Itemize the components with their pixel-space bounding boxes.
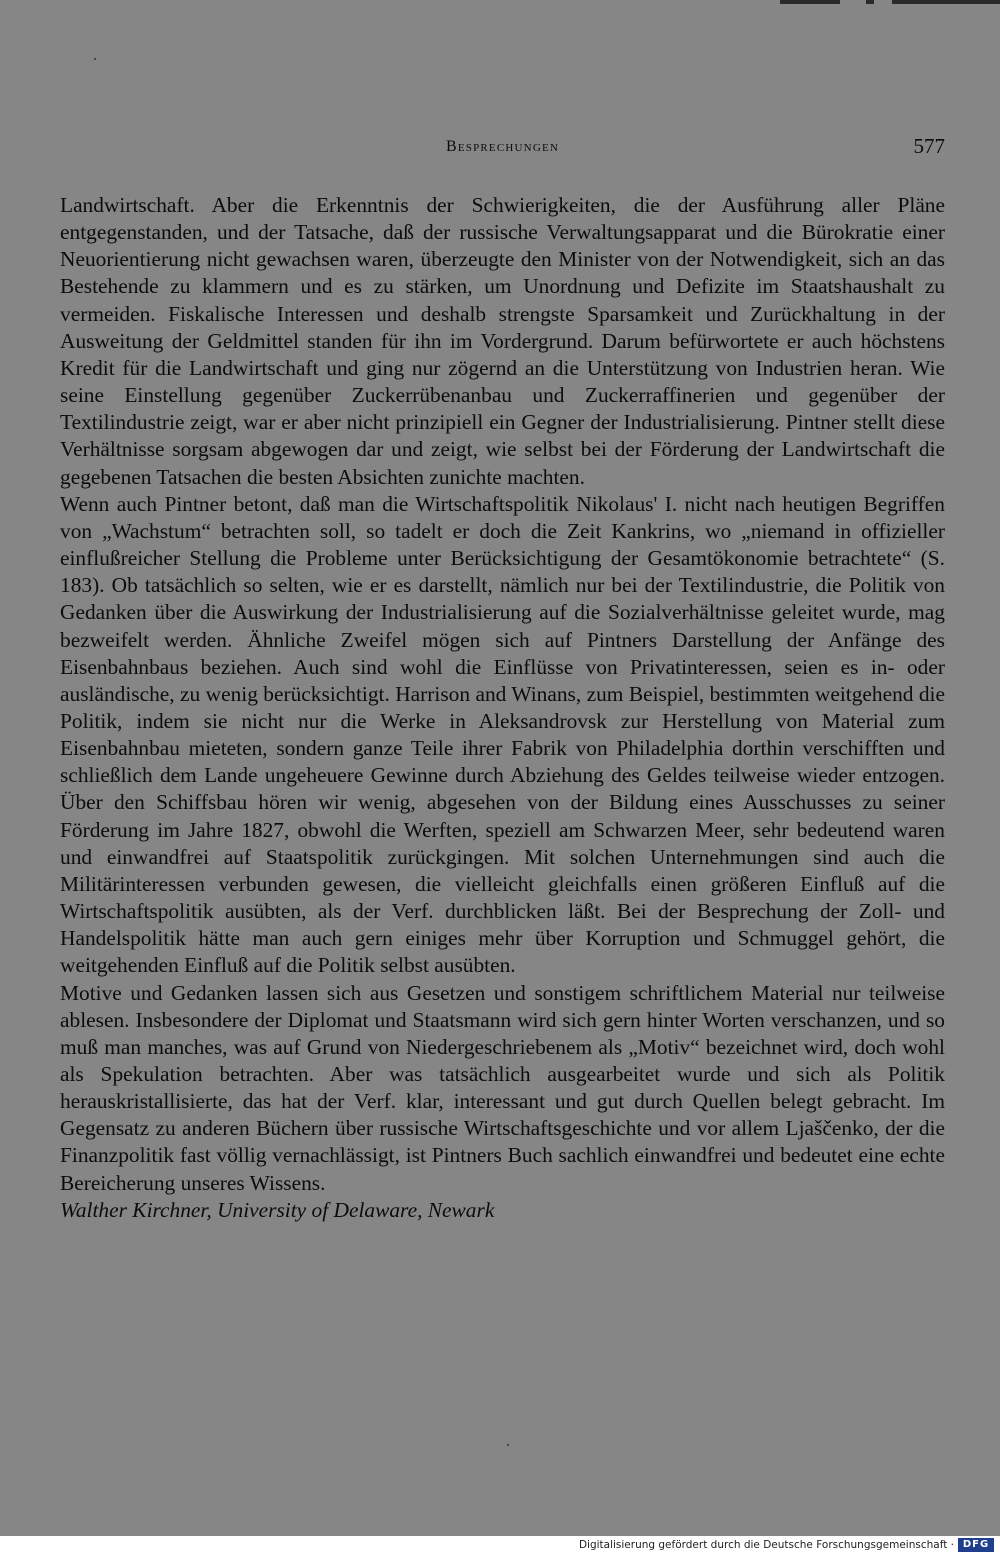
- paragraph-1: Landwirtschaft. Aber die Erkenntnis der Schwierigkeiten, die der Ausführung aller Pläne entgegenstanden, und der Tatsache, daß der russische Verwaltungsapparat und die Bürokratie einer Neuorientierung nicht gewachsen waren, überzeugte den Minister von der Notwendigkeit, sich an das Bestehende zu klammern und es zu stärken, um Unordnung und Defizite im Staatshaushalt zu vermeiden. Fiskalische Interessen und deshalb strengste Sparsamkeit und Zurückhaltung in der Ausweitung der Geldmittel standen für ihn im Vordergrund. Darum befürwortete er auch höchstens Kredit für die Landwirtschaft und ging nur zögernd an die Unterstützung von Industrien heran. Wie seine Einstellung gegenüber Zuckerrübenanbau und Zuckerraffinerien und gegenüber der Textilindustrie zeigt, war er aber nicht prinzipiell ein Gegner der Industrialisierung. Pintner stellt diese Verhältnisse sorgsam abgewogen dar und zeigt, wie selbst bei der Förderung der Landwirtschaft die gegebenen Tatsachen die besten Absichten zunichte machten.: [60, 193, 945, 489]
- footer-credit: Digitalisierung gefördert durch die Deutsche Forschungsgemeinschaft ·: [578, 1539, 954, 1551]
- review-signature: Walther Kirchner, University of Delaware, Newark: [60, 1197, 495, 1222]
- paragraph-3: Motive und Gedanken lassen sich aus Gesetzen und sonstigem schriftlichem Material nur teilweise ablesen. Insbesondere der Diplomat und Staatsmann wird sich gern hinter Worten verschanzen, und so muß man manches, was auf Grund von Niedergeschriebenem als „Motiv“ bezeichnet wird, doch wohl als Spekulation betrachten. Aber was tatsächlich ausgearbeitet wurde und sich als Politik herauskristallisierte, das hat der Verf. klar, interessant und gut durch Quellen belegt gebracht. Im Gegensatz zu anderen Büchern über russische Wirtschaftsgeschichte und vor allem Ljaščenko, der die Finanzpolitik fast völlig vernachlässigt, ist Pintners Buch sachlich einwandfrei und bedeutet eine echte Bereicherung unseres Wissens.: [60, 980, 945, 1195]
- page-number: 577: [913, 134, 945, 158]
- paragraph-2: Wenn auch Pintner betont, daß man die Wirtschaftspolitik Nikolaus' I. nicht nach heutigen Begriffen von „Wachstum“ betrachten soll, so tadelt er doch die Zeit Kankrins, wo „niemand in offizieller einflußreicher Stellung die Probleme unter Berücksichtigung der Gesamtökonomie betrachtete“ (S. 183). Ob tatsächlich so selten, wie er es darstellt, nämlich nur bei der Textilindustrie, die Politik von Gedanken über die Auswirkung der Industrialisierung auf die Sozialverhältnisse geleitet wurde, mag bezweifelt werden. Ähnliche Zweifel mögen sich auf Pintners Darstellung der Anfänge des Eisenbahnbaus beziehen. Auch sind wohl die Einflüsse von Privatinteressen, seien es in- oder ausländische, zu wenig berücksichtigt. Harrison and Winans, zum Beispiel, bestimmten weitgehend die Politik, indem sie nicht nur die Werke in Aleksandrovsk zur Herstellung von Material zum Eisenbahnbau mieteten, sondern ganze Teile ihrer Fabrik von Philadelphia dorthin verschifften und schließlich dem Lande ungeheuere Gewinne durch Abziehung des Geldes teilweise wieder entzogen. Über den Schiffsbau hören wir wenig, abgesehen von der Bildung eines Ausschusses zu seiner Förderung im Jahre 1827, obwohl die Werften, speziell am Schwarzen Meer, sehr bedeutend waren und einwandfrei auf Staatspolitik zurückgingen. Mit solchen Unternehmungen sind auch die Militärinteressen verbunden gewesen, die vielleicht gleichfalls einen größeren Einfluß auf die Wirtschaftspolitik ausübten, als der Verf. durchblicken läßt. Bei der Besprechung der Zoll- und Handelspolitik hätte man auch gern einiges mehr über Korruption und Schmuggel gehört, die weitgehenden Einfluß auf die Politik selbst ausübten.: [60, 491, 945, 978]
- digitization-footer: [0, 1536, 1000, 1554]
- scan-speck: [94, 58, 96, 60]
- body-text: [60, 192, 945, 1224]
- scan-speck: [507, 1444, 509, 1446]
- running-head: [60, 134, 945, 160]
- running-title: Besprechungen: [445, 138, 560, 155]
- scan-edge-marks: [780, 0, 1000, 6]
- dfg-logo-icon: DFG: [958, 1538, 994, 1552]
